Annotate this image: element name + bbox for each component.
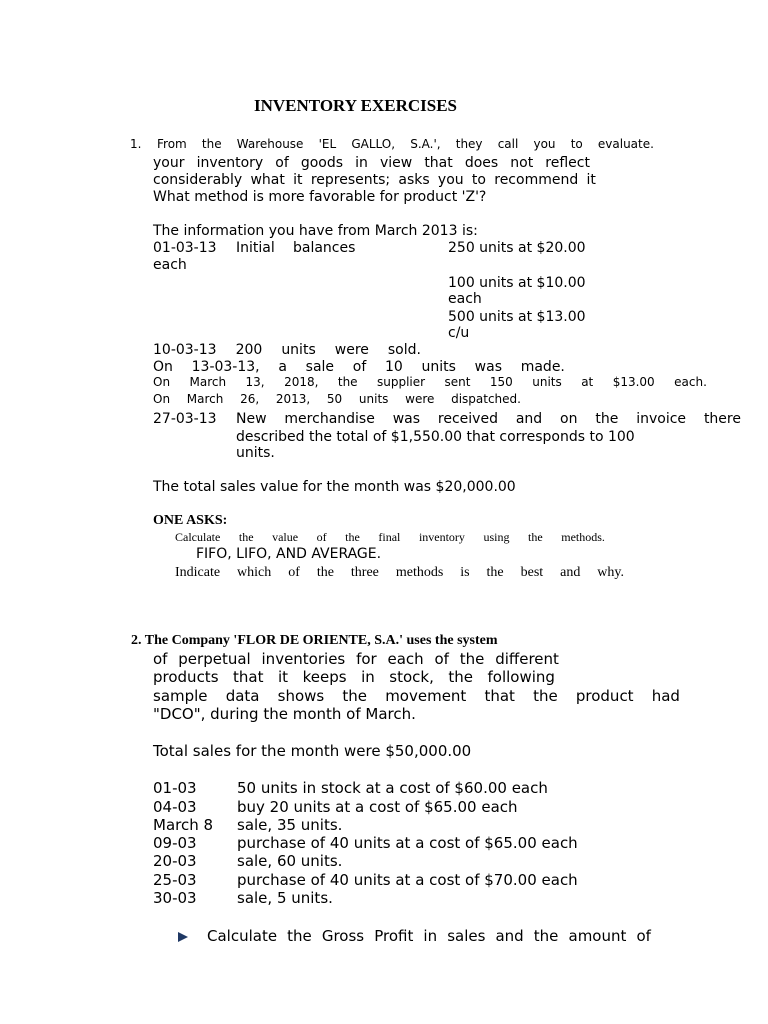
transaction-5-line-2: described the total of $1,550.00 that corresponds to 100 xyxy=(236,429,635,445)
word: Indicate xyxy=(175,565,221,580)
transaction-2 xyxy=(153,360,565,374)
word: Warehouse xyxy=(236,137,304,151)
word: the xyxy=(528,530,543,544)
balances-label-2: balances xyxy=(293,240,356,256)
movement-description: sale, 5 units. xyxy=(237,889,333,907)
word: is xyxy=(460,565,470,580)
word: sample xyxy=(153,687,208,705)
word: of xyxy=(288,565,300,580)
balance-2-cont: each xyxy=(448,291,482,307)
word: had xyxy=(651,687,680,705)
word: there xyxy=(703,411,741,427)
exercise-1-number: 1. xyxy=(130,137,142,151)
word: From xyxy=(157,137,187,151)
exercise-2-line-4 xyxy=(153,689,680,704)
word: Calculate xyxy=(207,927,278,945)
word: the xyxy=(342,687,368,705)
word: of xyxy=(352,359,367,375)
transaction-4 xyxy=(153,393,521,405)
word: products xyxy=(153,668,219,686)
balances-label: Initial xyxy=(236,240,275,256)
word: dispatched. xyxy=(451,392,521,406)
word: made. xyxy=(520,359,565,375)
word: that xyxy=(233,668,264,686)
word: data xyxy=(225,687,260,705)
word: methods xyxy=(395,565,444,580)
word: view xyxy=(379,155,413,171)
word: your xyxy=(153,155,185,171)
word: recommend xyxy=(494,172,579,188)
word: call xyxy=(497,137,519,151)
word: received xyxy=(437,411,498,427)
word: S.A.', xyxy=(410,137,441,151)
word: goods xyxy=(300,155,344,171)
exercise-2-heading: 2. The Company 'FLOR DE ORIENTE, S.A.' uses the system xyxy=(131,633,498,648)
word: for xyxy=(356,650,377,668)
movement-description: sale, 35 units. xyxy=(237,816,343,834)
movement-date: March 8 xyxy=(153,816,214,834)
exercise-1-line-1 xyxy=(157,138,654,150)
word: the xyxy=(337,375,358,389)
word: final xyxy=(378,530,401,544)
word: inventory xyxy=(196,155,264,171)
word: of xyxy=(153,650,168,668)
word: and xyxy=(560,565,581,580)
word: in xyxy=(355,155,368,171)
word: inventory xyxy=(418,530,465,544)
ask-1-methods: FIFO, LIFO, AND AVERAGE. xyxy=(196,546,382,562)
balances-date: 01-03-13 xyxy=(153,240,217,256)
balance-2: 100 units at $10.00 xyxy=(448,275,586,291)
word: Profit xyxy=(374,927,414,945)
word: and xyxy=(495,927,524,945)
word: 150 xyxy=(489,375,513,389)
movement-description: buy 20 units at a cost of $65.00 each xyxy=(237,798,518,816)
word: of xyxy=(636,927,651,945)
word: sold. xyxy=(387,342,421,358)
exercise-1-line-2 xyxy=(153,156,590,170)
ask-2 xyxy=(175,566,624,580)
word: to xyxy=(471,172,486,188)
word: not xyxy=(510,155,534,171)
word: were xyxy=(405,392,435,406)
word: which xyxy=(237,565,272,580)
movement-date: 09-03 xyxy=(153,834,197,852)
word: to xyxy=(570,137,583,151)
word: that xyxy=(424,155,453,171)
word: they xyxy=(455,137,483,151)
exercise-2-line-5: "DCO", during the month of March. xyxy=(153,705,416,723)
word: merchandise xyxy=(284,411,375,427)
word: 2018, xyxy=(284,375,319,389)
word: perpetual xyxy=(178,650,251,668)
movement-description: purchase of 40 units at a cost of $70.00 each xyxy=(237,871,578,889)
word: movement xyxy=(385,687,467,705)
word: was xyxy=(392,411,421,427)
transaction-3 xyxy=(153,376,707,388)
balance-3: 500 units at $13.00 xyxy=(448,309,586,325)
word: GALLO, xyxy=(351,137,396,151)
word: in xyxy=(361,668,375,686)
word: 10-03-13 xyxy=(153,342,217,358)
arrow-bullet-icon xyxy=(178,932,188,942)
word: units xyxy=(532,375,562,389)
movement-description: 50 units in stock at a cost of $60.00 each xyxy=(237,779,548,797)
word: the xyxy=(316,565,334,580)
word: represents; xyxy=(310,172,391,188)
word: invoice xyxy=(636,411,687,427)
total-sales-1: The total sales value for the month was $20,000.00 xyxy=(153,479,516,495)
word: it xyxy=(586,172,596,188)
word: best xyxy=(520,565,544,580)
exercise-2-line-3 xyxy=(153,670,555,685)
info-intro: The information you have from March 2013 is: xyxy=(153,223,478,239)
exercise-1-question: What method is more favorable for product 'Z'? xyxy=(153,189,487,205)
word: On xyxy=(153,375,171,389)
word: 2013, xyxy=(275,392,311,406)
word: On xyxy=(153,359,173,375)
word: considerably xyxy=(153,172,243,188)
word: of xyxy=(434,650,449,668)
word: New xyxy=(236,411,267,427)
word: supplier xyxy=(377,375,426,389)
page-title: INVENTORY EXERCISES xyxy=(254,96,457,115)
word: asks xyxy=(398,172,430,188)
word: methods. xyxy=(561,530,605,544)
word: reflect xyxy=(545,155,590,171)
word: the xyxy=(287,927,312,945)
word: in xyxy=(423,927,438,945)
balance-3-cont: c/u xyxy=(448,325,470,341)
word: March xyxy=(186,392,224,406)
word: Calculate xyxy=(175,530,221,544)
word: Gross xyxy=(321,927,365,945)
movement-description: purchase of 40 units at a cost of $65.00 each xyxy=(237,834,578,852)
word: was xyxy=(474,359,502,375)
transaction-1 xyxy=(153,343,421,357)
movement-date: 01-03 xyxy=(153,779,197,797)
word: 26, xyxy=(240,392,260,406)
word: that xyxy=(484,687,515,705)
total-sales-2: Total sales for the month were $50,000.00 xyxy=(153,742,472,760)
word: the xyxy=(448,668,473,686)
word: units xyxy=(281,342,316,358)
word: On xyxy=(153,392,171,406)
word: the xyxy=(238,530,254,544)
word: and xyxy=(515,411,543,427)
word: three xyxy=(350,565,379,580)
word: keeps xyxy=(302,668,347,686)
word: product xyxy=(575,687,634,705)
word: stock, xyxy=(389,668,434,686)
word: were xyxy=(334,342,369,358)
bullet-instruction xyxy=(207,929,651,944)
movement-date: 30-03 xyxy=(153,889,197,907)
word: on xyxy=(560,411,578,427)
movement-date: 04-03 xyxy=(153,798,197,816)
word: value xyxy=(272,530,299,544)
word: why. xyxy=(597,565,624,580)
word: you xyxy=(437,172,464,188)
word: the xyxy=(595,411,619,427)
word: 13, xyxy=(245,375,265,389)
word: sale xyxy=(305,359,335,375)
word: of xyxy=(275,155,289,171)
word: the xyxy=(345,530,360,544)
movement-date: 25-03 xyxy=(153,871,197,889)
word: following xyxy=(487,668,555,686)
word: the xyxy=(459,650,485,668)
word: sent xyxy=(444,375,471,389)
word: using xyxy=(483,530,510,544)
exercise-2-line-2 xyxy=(153,652,559,667)
word: the xyxy=(533,927,559,945)
balance-1-cont: each xyxy=(153,257,187,273)
movement-date: 20-03 xyxy=(153,852,197,870)
word: March xyxy=(189,375,227,389)
movement-description: sale, 60 units. xyxy=(237,852,343,870)
transaction-5-line-1 xyxy=(236,412,741,426)
word: amount xyxy=(568,927,627,945)
exercise-1-line-3 xyxy=(153,173,596,187)
word: 10 xyxy=(384,359,403,375)
word: you xyxy=(533,137,556,151)
word: each xyxy=(387,650,424,668)
word: 200 xyxy=(235,342,263,358)
word: evaluate. xyxy=(597,137,654,151)
word: 13-03-13, xyxy=(191,359,260,375)
word: $13.00 xyxy=(612,375,655,389)
word: at xyxy=(581,375,594,389)
word: units xyxy=(358,392,389,406)
word: 50 xyxy=(326,392,343,406)
transaction-5-line-3: units. xyxy=(236,445,275,461)
ask-1 xyxy=(175,531,605,543)
word: a xyxy=(278,359,287,375)
word: units xyxy=(421,359,456,375)
word: sales xyxy=(447,927,486,945)
word: the xyxy=(201,137,222,151)
word: what xyxy=(250,172,285,188)
asks-heading: ONE ASKS: xyxy=(153,513,228,528)
word: different xyxy=(495,650,559,668)
word: shows xyxy=(277,687,325,705)
word: the xyxy=(533,687,558,705)
word: each. xyxy=(674,375,707,389)
word: does xyxy=(464,155,499,171)
transaction-5-date: 27-03-13 xyxy=(153,411,217,427)
balance-1: 250 units at $20.00 xyxy=(448,240,586,256)
word: the xyxy=(486,565,504,580)
word: it xyxy=(293,172,303,188)
word: of xyxy=(316,530,327,544)
word: 'EL xyxy=(318,137,337,151)
word: inventories xyxy=(261,650,346,668)
word: it xyxy=(278,668,289,686)
